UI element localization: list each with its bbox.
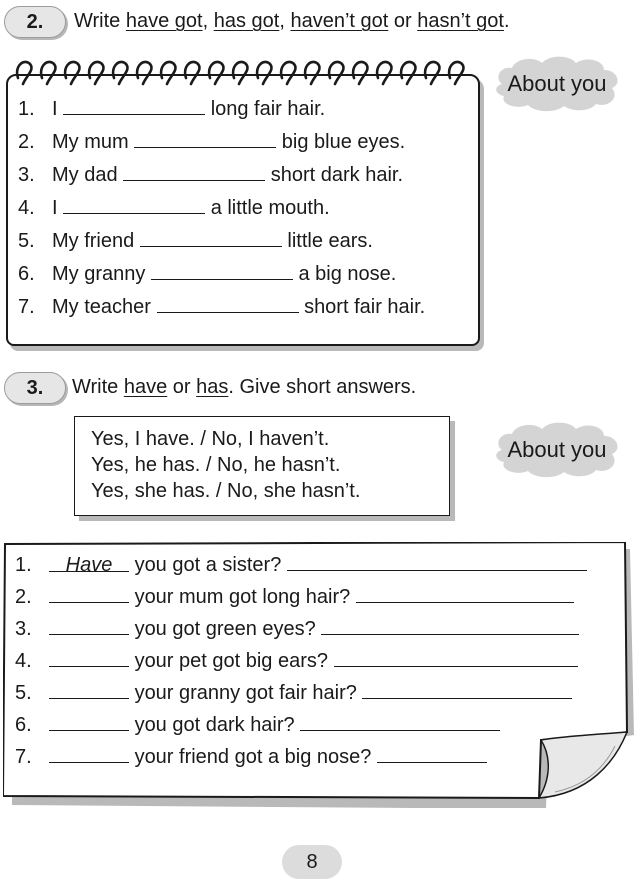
answer-line[interactable]	[377, 744, 487, 763]
exercise-2-item: 1. I long fair hair.	[18, 98, 326, 120]
question-blank[interactable]	[49, 584, 129, 603]
answer-blank[interactable]	[63, 195, 205, 214]
answer-blank[interactable]	[151, 261, 293, 280]
spiral-binding-icon	[14, 54, 474, 88]
answer-blank[interactable]	[63, 96, 205, 115]
question-blank[interactable]	[49, 616, 129, 635]
answer-line[interactable]	[321, 616, 579, 635]
question-item: 6. you got dark hair?	[15, 712, 500, 737]
answer-line[interactable]	[334, 648, 578, 667]
notebook-box	[6, 74, 480, 346]
question-item: 2. your mum got long hair?	[15, 584, 574, 609]
exercise-3-number: 3.	[4, 372, 66, 404]
answer-blank[interactable]	[123, 162, 265, 181]
question-item: 5. your granny got fair hair?	[15, 680, 572, 705]
answer-line[interactable]	[300, 712, 500, 731]
exercise-2-item: 5. My friend little ears.	[18, 230, 373, 252]
answer-line[interactable]	[287, 552, 587, 571]
page-number: 8	[282, 845, 342, 879]
short-answer-line: Yes, he has. / No, he hasn’t.	[91, 454, 341, 476]
answer-blank[interactable]	[134, 129, 276, 148]
short-answers-box	[74, 416, 450, 516]
question-blank[interactable]	[49, 712, 129, 731]
about-you-badge: About you	[490, 54, 624, 114]
exercise-2-item: 3. My dad short dark hair.	[18, 164, 404, 186]
answer-blank[interactable]	[140, 228, 282, 247]
answer-line[interactable]	[356, 584, 574, 603]
answer-blank[interactable]	[157, 294, 299, 313]
question-item: 1. Have you got a sister?	[15, 552, 587, 577]
questions-box	[3, 542, 629, 800]
exercise-2-item: 7. My teacher short fair hair.	[18, 296, 426, 318]
exercise-3-instruction: Write have or has. Give short answers.	[72, 376, 417, 398]
short-answer-line: Yes, I have. / No, I haven’t.	[91, 428, 330, 450]
short-answer-line: Yes, she has. / No, she hasn’t.	[91, 480, 361, 502]
question-item: 3. you got green eyes?	[15, 616, 579, 641]
question-blank[interactable]: Have	[49, 553, 129, 572]
answer-line[interactable]	[362, 680, 572, 699]
question-item: 7. your friend got a big nose?	[15, 744, 487, 769]
exercise-2-item: 4. I a little mouth.	[18, 197, 330, 219]
question-blank[interactable]	[49, 744, 129, 763]
exercise-2-instruction: Write have got, has got, haven’t got or hasn’t got.	[74, 10, 510, 32]
about-you-badge: About you	[490, 420, 624, 480]
exercise-2-number: 2.	[4, 6, 66, 38]
exercise-2-item: 6. My granny a big nose.	[18, 263, 397, 285]
question-blank[interactable]	[49, 680, 129, 699]
exercise-2-item: 2. My mum big blue eyes.	[18, 131, 406, 153]
question-blank[interactable]	[49, 648, 129, 667]
question-item: 4. your pet got big ears?	[15, 648, 578, 673]
